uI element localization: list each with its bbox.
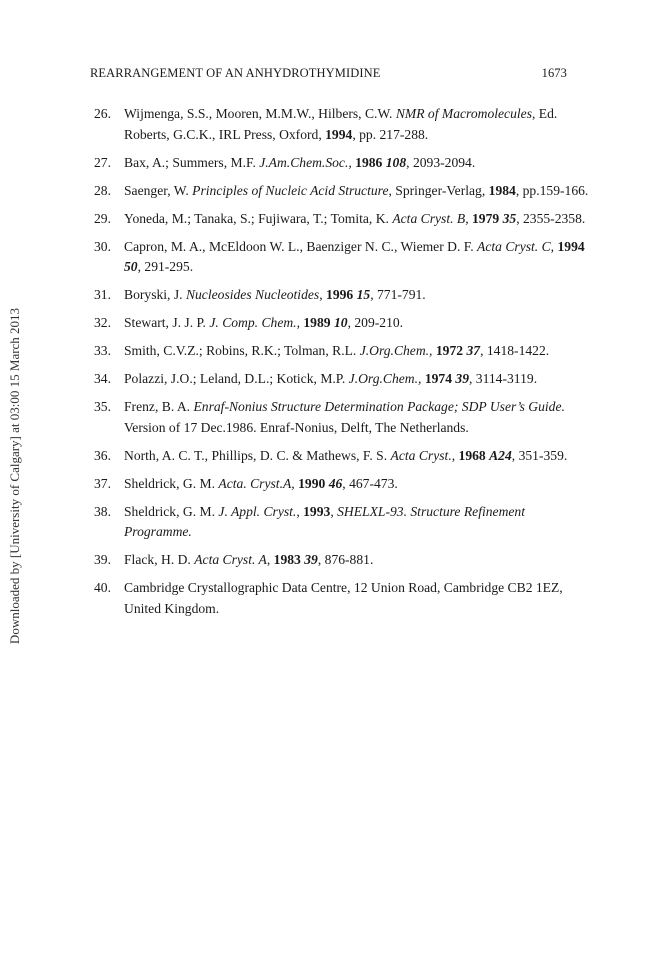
reference-item (94, 237, 594, 278)
reference-segment: 1994 (325, 126, 353, 142)
reference-text (124, 181, 594, 202)
reference-item (94, 474, 594, 495)
reference-segment: Frenz, B. A. (124, 399, 194, 414)
reference-segment: 50 (124, 259, 138, 274)
reference-item (94, 153, 594, 174)
reference-segment: Flack, H. D. (124, 552, 195, 567)
reference-text (124, 341, 594, 362)
reference-item (94, 313, 594, 334)
reference-segment: , (330, 503, 338, 519)
reference-segment: J. Comp. Chem. (209, 315, 297, 330)
reference-segment: , 771-791. (370, 287, 426, 302)
reference-text (124, 446, 594, 467)
reference-segment: , 2355-2358. (516, 210, 586, 226)
reference-list (94, 104, 594, 627)
reference-segment: Acta Cryst. C, (477, 238, 555, 254)
reference-segment: , (451, 447, 459, 463)
reference-text (124, 397, 594, 438)
reference-segment: Stewart, J. J. P. (124, 315, 210, 330)
reference-segment: 1979 (472, 210, 500, 226)
reference-item (94, 285, 594, 306)
reference-segment: , 3114-3119. (469, 371, 538, 386)
reference-segment: , 351-359. (511, 447, 568, 463)
page-number: 1673 (541, 66, 567, 80)
reference-number: 26. (94, 106, 111, 121)
reference-number: 34. (94, 371, 111, 386)
reference-segment: Acta. Cryst.A, (218, 475, 295, 491)
reference-segment: 1974 (424, 371, 452, 386)
reference-segment: J. Appl. Cryst. (218, 503, 297, 519)
reference-segment: Capron, M. A., McEldoon W. L., Baenziger N. C., Wiemer D. F. (124, 238, 478, 254)
reference-segment: Saenger, W. (124, 182, 193, 198)
reference-segment: , 291-295. (137, 259, 194, 274)
reference-segment: 46 (328, 475, 343, 491)
reference-number: 27. (94, 154, 111, 170)
reference-item (94, 397, 594, 438)
reference-segment: A24 (489, 447, 512, 463)
reference-segment: 1983 (273, 552, 301, 567)
reference-segment: , 2093-2094. (406, 154, 476, 170)
reference-segment: 15 (356, 287, 371, 302)
reference-segment: Acta Cryst. (390, 447, 452, 463)
reference-segment: 1996 (326, 287, 354, 302)
reference-segment: Nucleosides Nucleotides (185, 287, 320, 302)
download-watermark (0, 0, 30, 959)
reference-segment: , pp. 217-288. (352, 126, 429, 142)
reference-segment: Smith, C.V.Z.; Robins, R.K.; Tolman, R.L. (124, 343, 360, 358)
reference-item (94, 181, 594, 202)
reference-number: 35. (94, 399, 111, 414)
reference-segment: Sheldrick, G. M. (124, 503, 219, 519)
reference-segment: , (296, 503, 304, 519)
reference-segment: , Ed. Roberts, G.C.K., IRL Press, Oxford, (124, 106, 558, 142)
reference-segment: J.Org.Chem., (348, 371, 422, 386)
reference-number: 31. (94, 287, 111, 302)
reference-segment: 1972 (435, 343, 464, 358)
reference-text (124, 313, 594, 334)
reference-segment: SHELXL-93. Structure Refinement Programme. (124, 503, 525, 539)
reference-segment: Sheldrick, G. M. (124, 475, 219, 491)
reference-text (124, 474, 594, 495)
reference-segment: 39 (455, 371, 469, 386)
reference-item (94, 209, 594, 230)
reference-segment: J.Am.Chem.Soc., (259, 154, 352, 170)
reference-number: 36. (94, 447, 111, 463)
reference-segment: , 1418-1422. (480, 343, 550, 358)
reference-item (94, 341, 594, 362)
reference-segment: 1986 (355, 154, 383, 170)
reference-segment: Acta Cryst. A (194, 552, 267, 567)
reference-segment: , pp.159-166. (515, 182, 589, 198)
reference-segment: , 467-473. (342, 475, 398, 491)
reference-number: 40. (94, 580, 111, 595)
reference-segment: Cambridge Crystallographic Data Centre, 12 Union Road, Cambridge CB2 1EZ, United Kingdom. (124, 580, 563, 616)
reference-segment: , Springer-Verlag, (388, 182, 489, 198)
reference-segment: Principles of Nucleic Acid Structure (192, 182, 389, 198)
reference-item (94, 550, 594, 571)
running-head-title: REARRANGEMENT OF AN ANHYDROTHYMIDINE (90, 66, 381, 80)
reference-number: 28. (94, 182, 111, 198)
reference-segment: , (266, 552, 274, 567)
reference-segment: J.Org.Chem., (359, 343, 433, 358)
reference-text (124, 550, 594, 571)
reference-text (124, 502, 594, 543)
reference-item (94, 369, 594, 390)
reference-segment: 37 (466, 343, 481, 358)
reference-segment: , 876-881. (317, 552, 374, 567)
reference-segment: 1994 (557, 238, 585, 254)
reference-number: 32. (94, 315, 111, 330)
reference-segment: 1984 (488, 182, 516, 198)
reference-segment: Bax, A.; Summers, M.F. (124, 154, 260, 170)
reference-segment: 1989 (303, 315, 331, 330)
reference-number: 39. (94, 552, 111, 567)
reference-segment: NMR of Macromolecules (395, 106, 532, 121)
reference-segment: North, A. C. T., Phillips, D. C. & Mathews, F. S. (124, 447, 391, 463)
reference-segment: Boryski, J. (124, 287, 186, 302)
reference-segment: , (296, 315, 304, 330)
reference-number: 33. (94, 343, 111, 358)
reference-segment: 35 (502, 210, 517, 226)
reference-item (94, 104, 594, 145)
reference-segment: Polazzi, J.O.; Leland, D.L.; Kotick, M.P. (124, 371, 349, 386)
reference-segment: , 209-210. (347, 315, 404, 330)
reference-segment: Enraf-Nonius Structure Determination Package; SDP User’s Guide. (193, 399, 565, 414)
reference-segment: , (319, 287, 327, 302)
reference-text (124, 237, 594, 278)
reference-segment: 1990 (298, 475, 326, 491)
watermark-text: Downloaded by [University of Calgary] at 03:00 15 March 2013 (7, 307, 22, 645)
reference-segment: Wijmenga, S.S., Mooren, M.M.W., Hilbers, C.W. (124, 106, 396, 121)
reference-segment: Acta Cryst. B (392, 210, 466, 226)
reference-number: 37. (94, 475, 111, 491)
reference-text (124, 578, 594, 619)
reference-item (94, 446, 594, 467)
reference-item (94, 578, 594, 619)
reference-segment: 1993 (303, 503, 331, 519)
reference-number: 30. (94, 238, 111, 254)
reference-segment: 1968 (458, 447, 486, 463)
reference-segment: Yoneda, M.; Tanaka, S.; Fujiwara, T.; Tomita, K. (124, 210, 393, 226)
reference-segment: Version of 17 Dec.1986. Enraf-Nonius, Delft, The Netherlands. (124, 419, 469, 435)
reference-text (124, 209, 594, 230)
running-head (90, 66, 567, 84)
reference-item (94, 502, 594, 543)
reference-number: 29. (94, 210, 111, 226)
reference-segment: , (465, 210, 472, 226)
reference-text (124, 104, 594, 145)
reference-segment: 39 (304, 552, 318, 567)
reference-number: 38. (94, 503, 111, 519)
reference-text (124, 369, 594, 390)
reference-text (124, 285, 594, 306)
reference-segment: 108 (385, 154, 407, 170)
reference-text (124, 153, 594, 174)
reference-segment: 10 (333, 315, 348, 330)
